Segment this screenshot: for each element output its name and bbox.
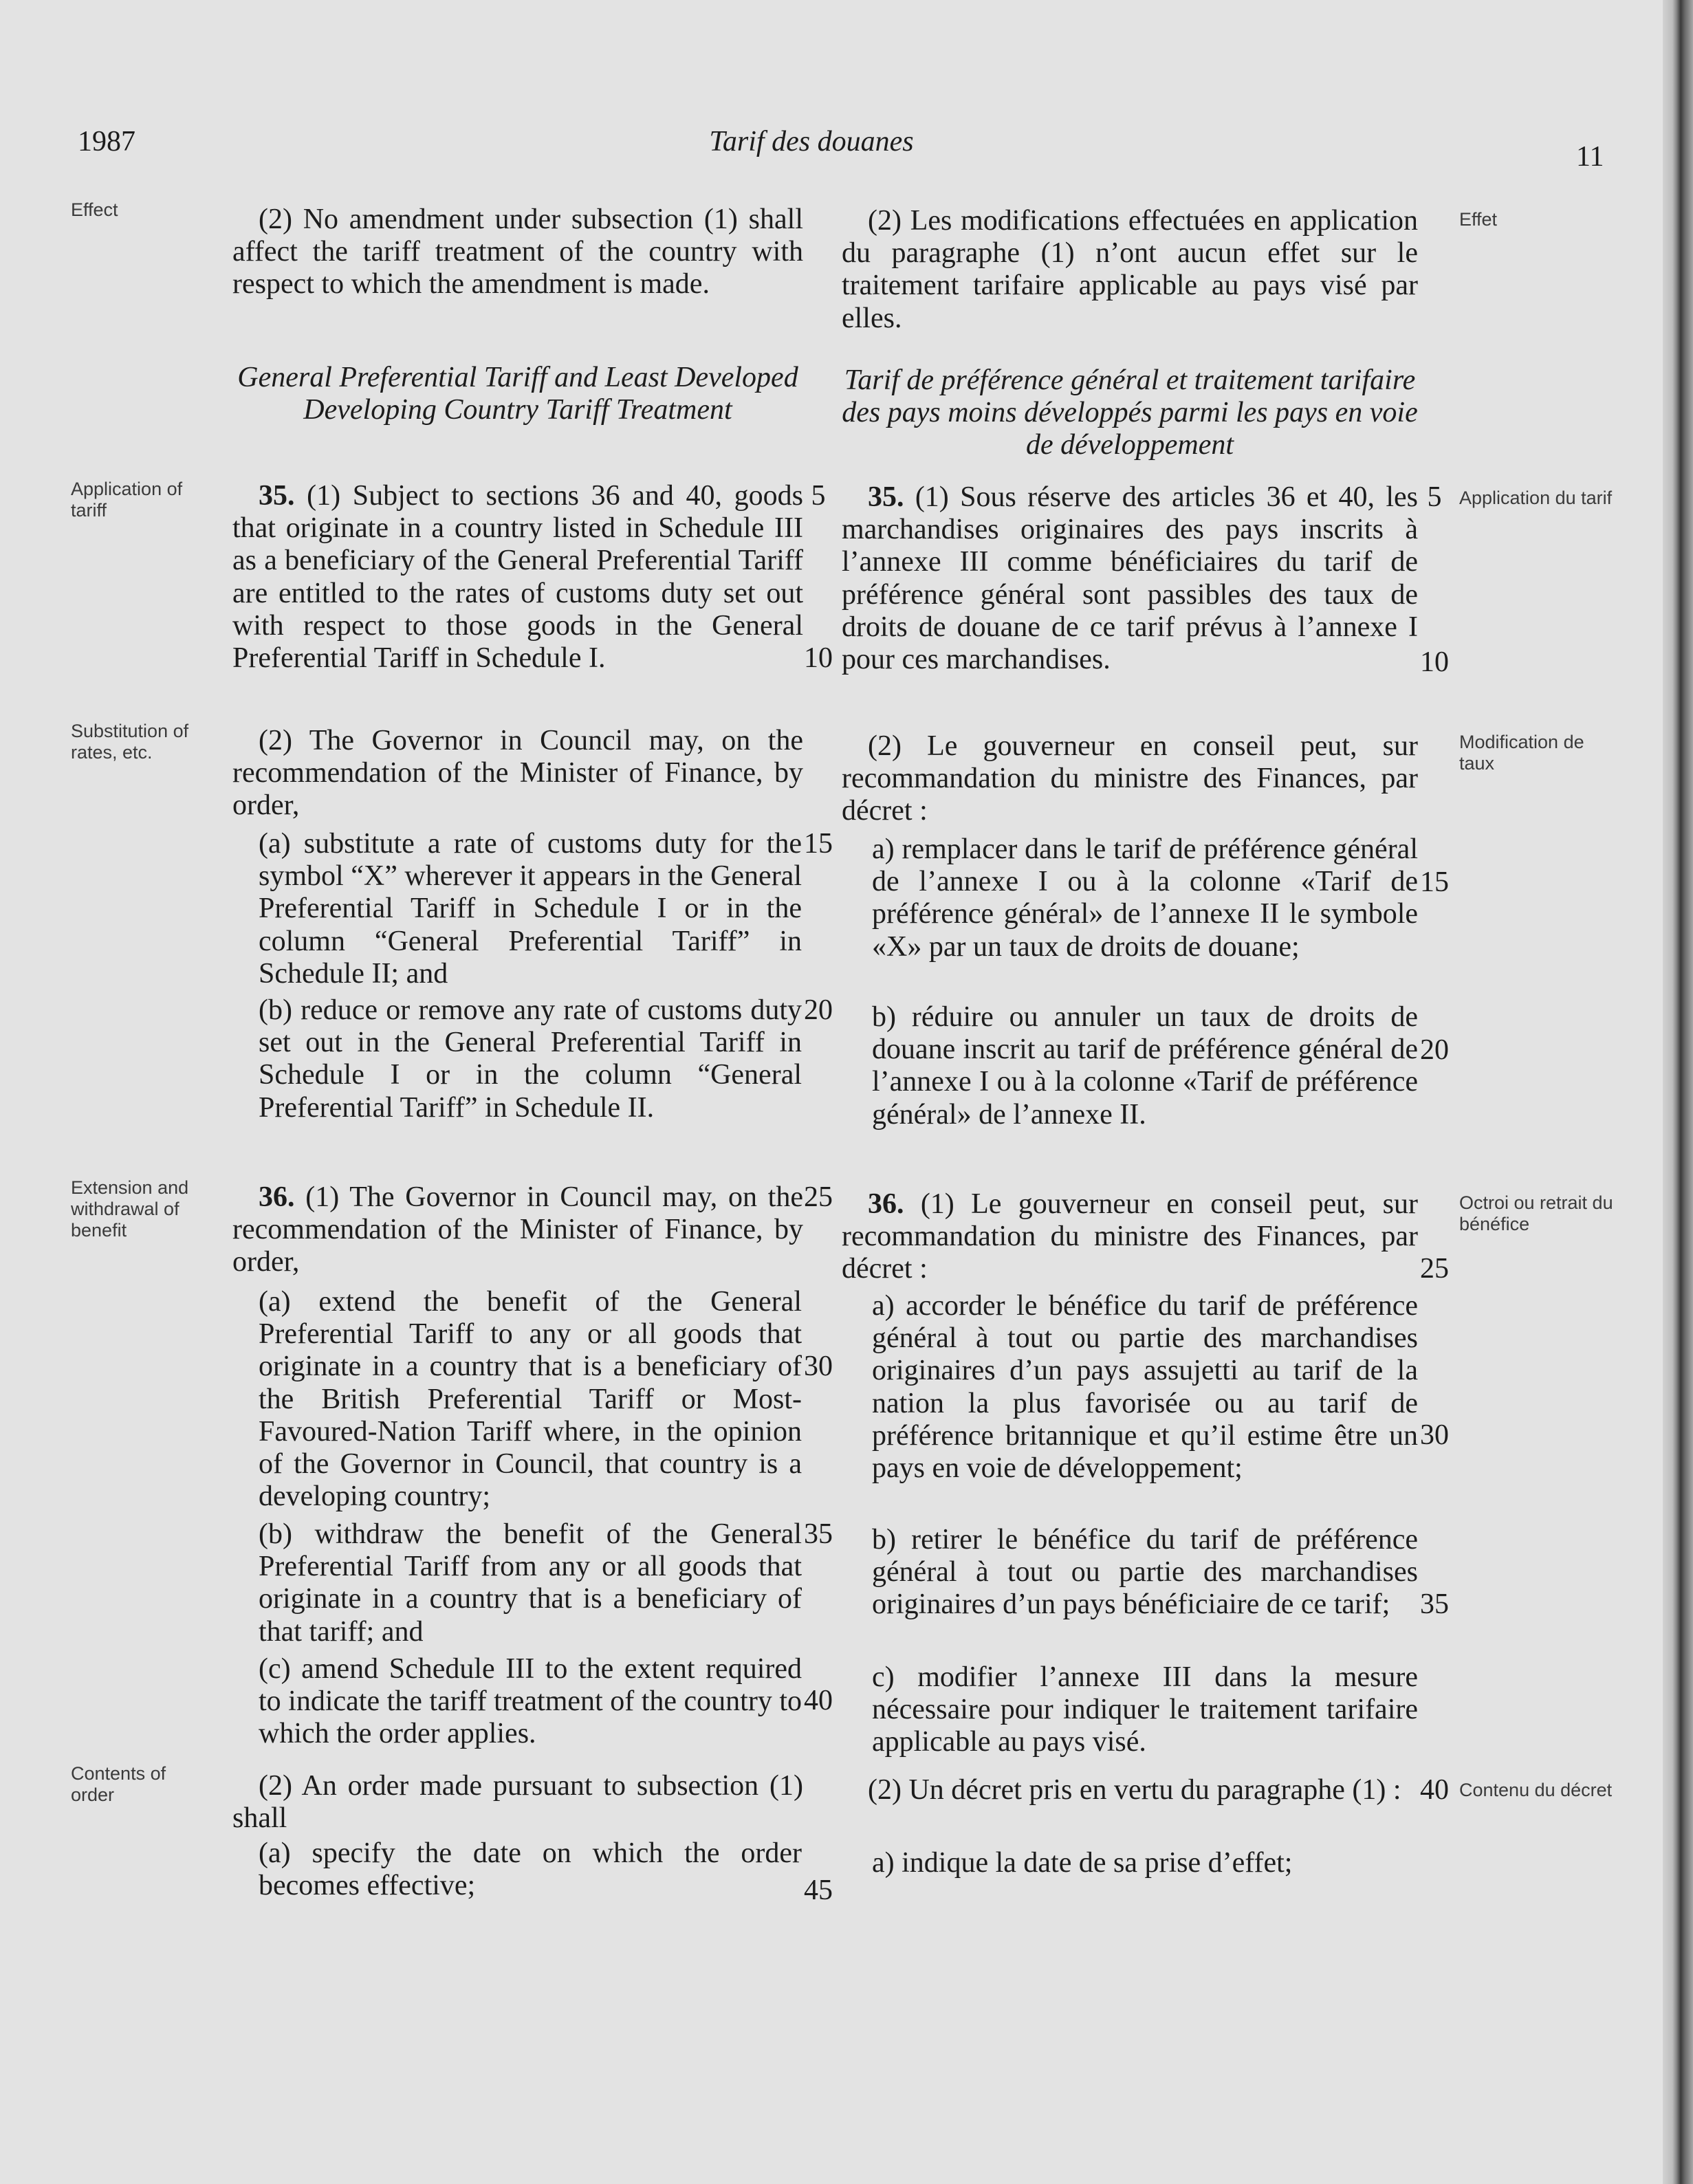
line-number: 35 <box>1420 1588 1449 1620</box>
line-number: 40 <box>804 1685 833 1716</box>
margin-note-effet: Effet <box>1459 209 1498 230</box>
line-number: 15 <box>1420 866 1449 898</box>
en-section-36-1a: (a) extend the benefit of the General Preferential Tariff to any or all goods that originate in a country that is a beneficiary of the British Preferential Tariff or Most-Favoured-Nation Tariff where, in the opinion of the Governor in Council, that country is a developing country; <box>259 1286 802 1513</box>
header-title: Tarif des douanes <box>709 126 914 157</box>
en-section-35-2b: (b) reduce or remove any rate of customs duty set out in the General Preferential Tariff in Schedule I or in the column “General Preferential Tariff” in Schedule II. <box>259 994 802 1124</box>
line-number: 25 <box>1420 1253 1449 1285</box>
line-number: 35 <box>804 1518 833 1550</box>
book-binding-edge <box>1663 0 1693 2184</box>
margin-note-application-du-tarif: Application du tarif <box>1459 488 1613 508</box>
en-section-36-2a: (a) specify the date on which the order becomes effective; <box>259 1837 802 1902</box>
margin-note-contenu: Contenu du décret <box>1459 1780 1613 1800</box>
fr-section-36-number: 36. <box>868 1188 904 1220</box>
margin-note-contents: Contents of order <box>71 1763 166 1805</box>
fr-section-36-1 <box>842 1188 1418 1286</box>
margin-note-application: Application of tariff <box>71 479 183 521</box>
fr-section-36-1b: b) retirer le bénéfice du tarif de préférence général à tout ou partie des marchandises originaires d’un pays bénéficiaire de ce tarif; <box>872 1524 1418 1621</box>
page-number: 11 <box>1576 141 1604 173</box>
margin-note-extension: Extension and withdrawal of benefit <box>71 1177 189 1241</box>
line-number: 20 <box>804 994 833 1026</box>
line-number: 10 <box>804 642 833 674</box>
en-section-35-1-text: (1) Subject to sections 36 and 40, goods that originate in a country listed in Schedule III as a beneficiary of the General Preferential Tariff are entitled to the rates of customs duty set out with respect to those goods in the General Preferential Tariff in Schedule I. <box>232 480 803 675</box>
fr-section-35-1-text: (1) Sous réserve des articles 36 et 40, les marchandises originaires des pays inscrits à l’annexe III comme bénéficiaires du tarif de préférence général sont passibles des taux de droits de douane de ce tarif prévus à l’annexe I pour ces marchandises. <box>842 481 1418 676</box>
fr-section-35-1 <box>842 481 1418 676</box>
fr-section-36-1c: c) modifier l’annexe III dans la mesure nécessaire pour indiquer le traitement tarifaire applicable au pays visé. <box>872 1661 1418 1758</box>
line-number: 10 <box>1420 646 1449 678</box>
en-section-35-number: 35. <box>259 480 295 512</box>
en-section-36-1c: (c) amend Schedule III to the extent required to indicate the tariff treatment of the country to which the order applies. <box>259 1653 802 1750</box>
line-number: 45 <box>804 1875 833 1906</box>
fr-section-36-2a: a) indique la date de sa prise d’effet; <box>872 1847 1293 1879</box>
line-number: 5 <box>811 480 826 512</box>
line-number: 30 <box>1420 1419 1449 1451</box>
en-section-36-2: (2) An order made pursuant to subsection (1) shall <box>232 1770 803 1835</box>
line-number: 15 <box>804 828 833 860</box>
fr-section-36-2: (2) Un décret pris en vertu du paragraphe (1) : <box>868 1774 1401 1806</box>
fr-section-35-2a: a) remplacer dans le tarif de préférence général de l’annexe I ou à la colonne «Tarif de préférence général» de l’annexe II le symbole «X» par un taux de droits de douane; <box>872 833 1418 963</box>
en-section-36-1-text: (1) The Governor in Council may, on the recommendation of the Minister of Finance, by order, <box>232 1181 803 1278</box>
fr-section-35-2b: b) réduire ou annuler un taux de droits de douane inscrit au tarif de préférence général de l’annexe I ou à la colonne «Tarif de préférence général» de l’annexe II. <box>872 1001 1418 1131</box>
fr-section-35-number: 35. <box>868 481 904 513</box>
margin-note-modification: Modification de taux <box>1459 732 1584 774</box>
margin-note-effect: Effect <box>71 199 118 220</box>
fr-section-36-1a: a) accorder le bénéfice du tarif de préférence général à tout ou partie des marchandises originaires d’un pays assujetti au tarif de la nation la plus favorisée ou au tarif de préférence britannique et qu’il estime être un pays en voie de développement; <box>872 1290 1418 1485</box>
fr-effect-paragraph: (2) Les modifications effectuées en application du paragraphe (1) n’ont aucun effet sur le traitement tarifaire applicable au pays visé par elles. <box>842 205 1418 334</box>
en-section-36-1 <box>232 1181 803 1279</box>
fr-section-35-2: (2) Le gouverneur en conseil peut, sur recommandation du ministre des Finances, par décret : <box>842 730 1418 827</box>
en-effect-paragraph: (2) No amendment under subsection (1) shall affect the tariff treatment of the country with respect to which the amendment is made. <box>232 204 803 301</box>
en-section-heading: General Preferential Tariff and Least Developed Developing Country Tariff Treatment <box>237 362 798 426</box>
line-number: 20 <box>1420 1034 1449 1066</box>
fr-section-36-1-text: (1) Le gouverneur en conseil peut, sur recommandation du ministre des Finances, par décret : <box>842 1188 1418 1285</box>
en-section-35-2a: (a) substitute a rate of customs duty for the symbol “X” wherever it appears in the General Preferential Tariff in Schedule I or in the column “General Preferential Tariff” in Schedule II; and <box>259 828 802 990</box>
line-number: 25 <box>804 1181 833 1213</box>
margin-note-substitution: Substitution of rates, etc. <box>71 721 189 763</box>
en-section-36-number: 36. <box>259 1181 295 1213</box>
line-number: 40 <box>1420 1774 1449 1806</box>
en-section-35-2: (2) The Governor in Council may, on the recommendation of the Minister of Finance, by order, <box>232 725 803 822</box>
line-number: 30 <box>804 1351 833 1382</box>
header-year: 1987 <box>78 126 135 157</box>
en-section-36-1b: (b) withdraw the benefit of the General Preferential Tariff from any or all goods that originate in a country that is a beneficiary of that tariff; and <box>259 1518 802 1648</box>
margin-note-octroi: Octroi ou retrait du bénéfice <box>1459 1192 1613 1234</box>
line-number: 5 <box>1427 481 1442 513</box>
en-section-35-1 <box>232 480 803 675</box>
fr-section-heading: Tarif de préférence général et traitement tarifaire des pays moins développés parmi les pays en voie de développement <box>842 364 1418 461</box>
